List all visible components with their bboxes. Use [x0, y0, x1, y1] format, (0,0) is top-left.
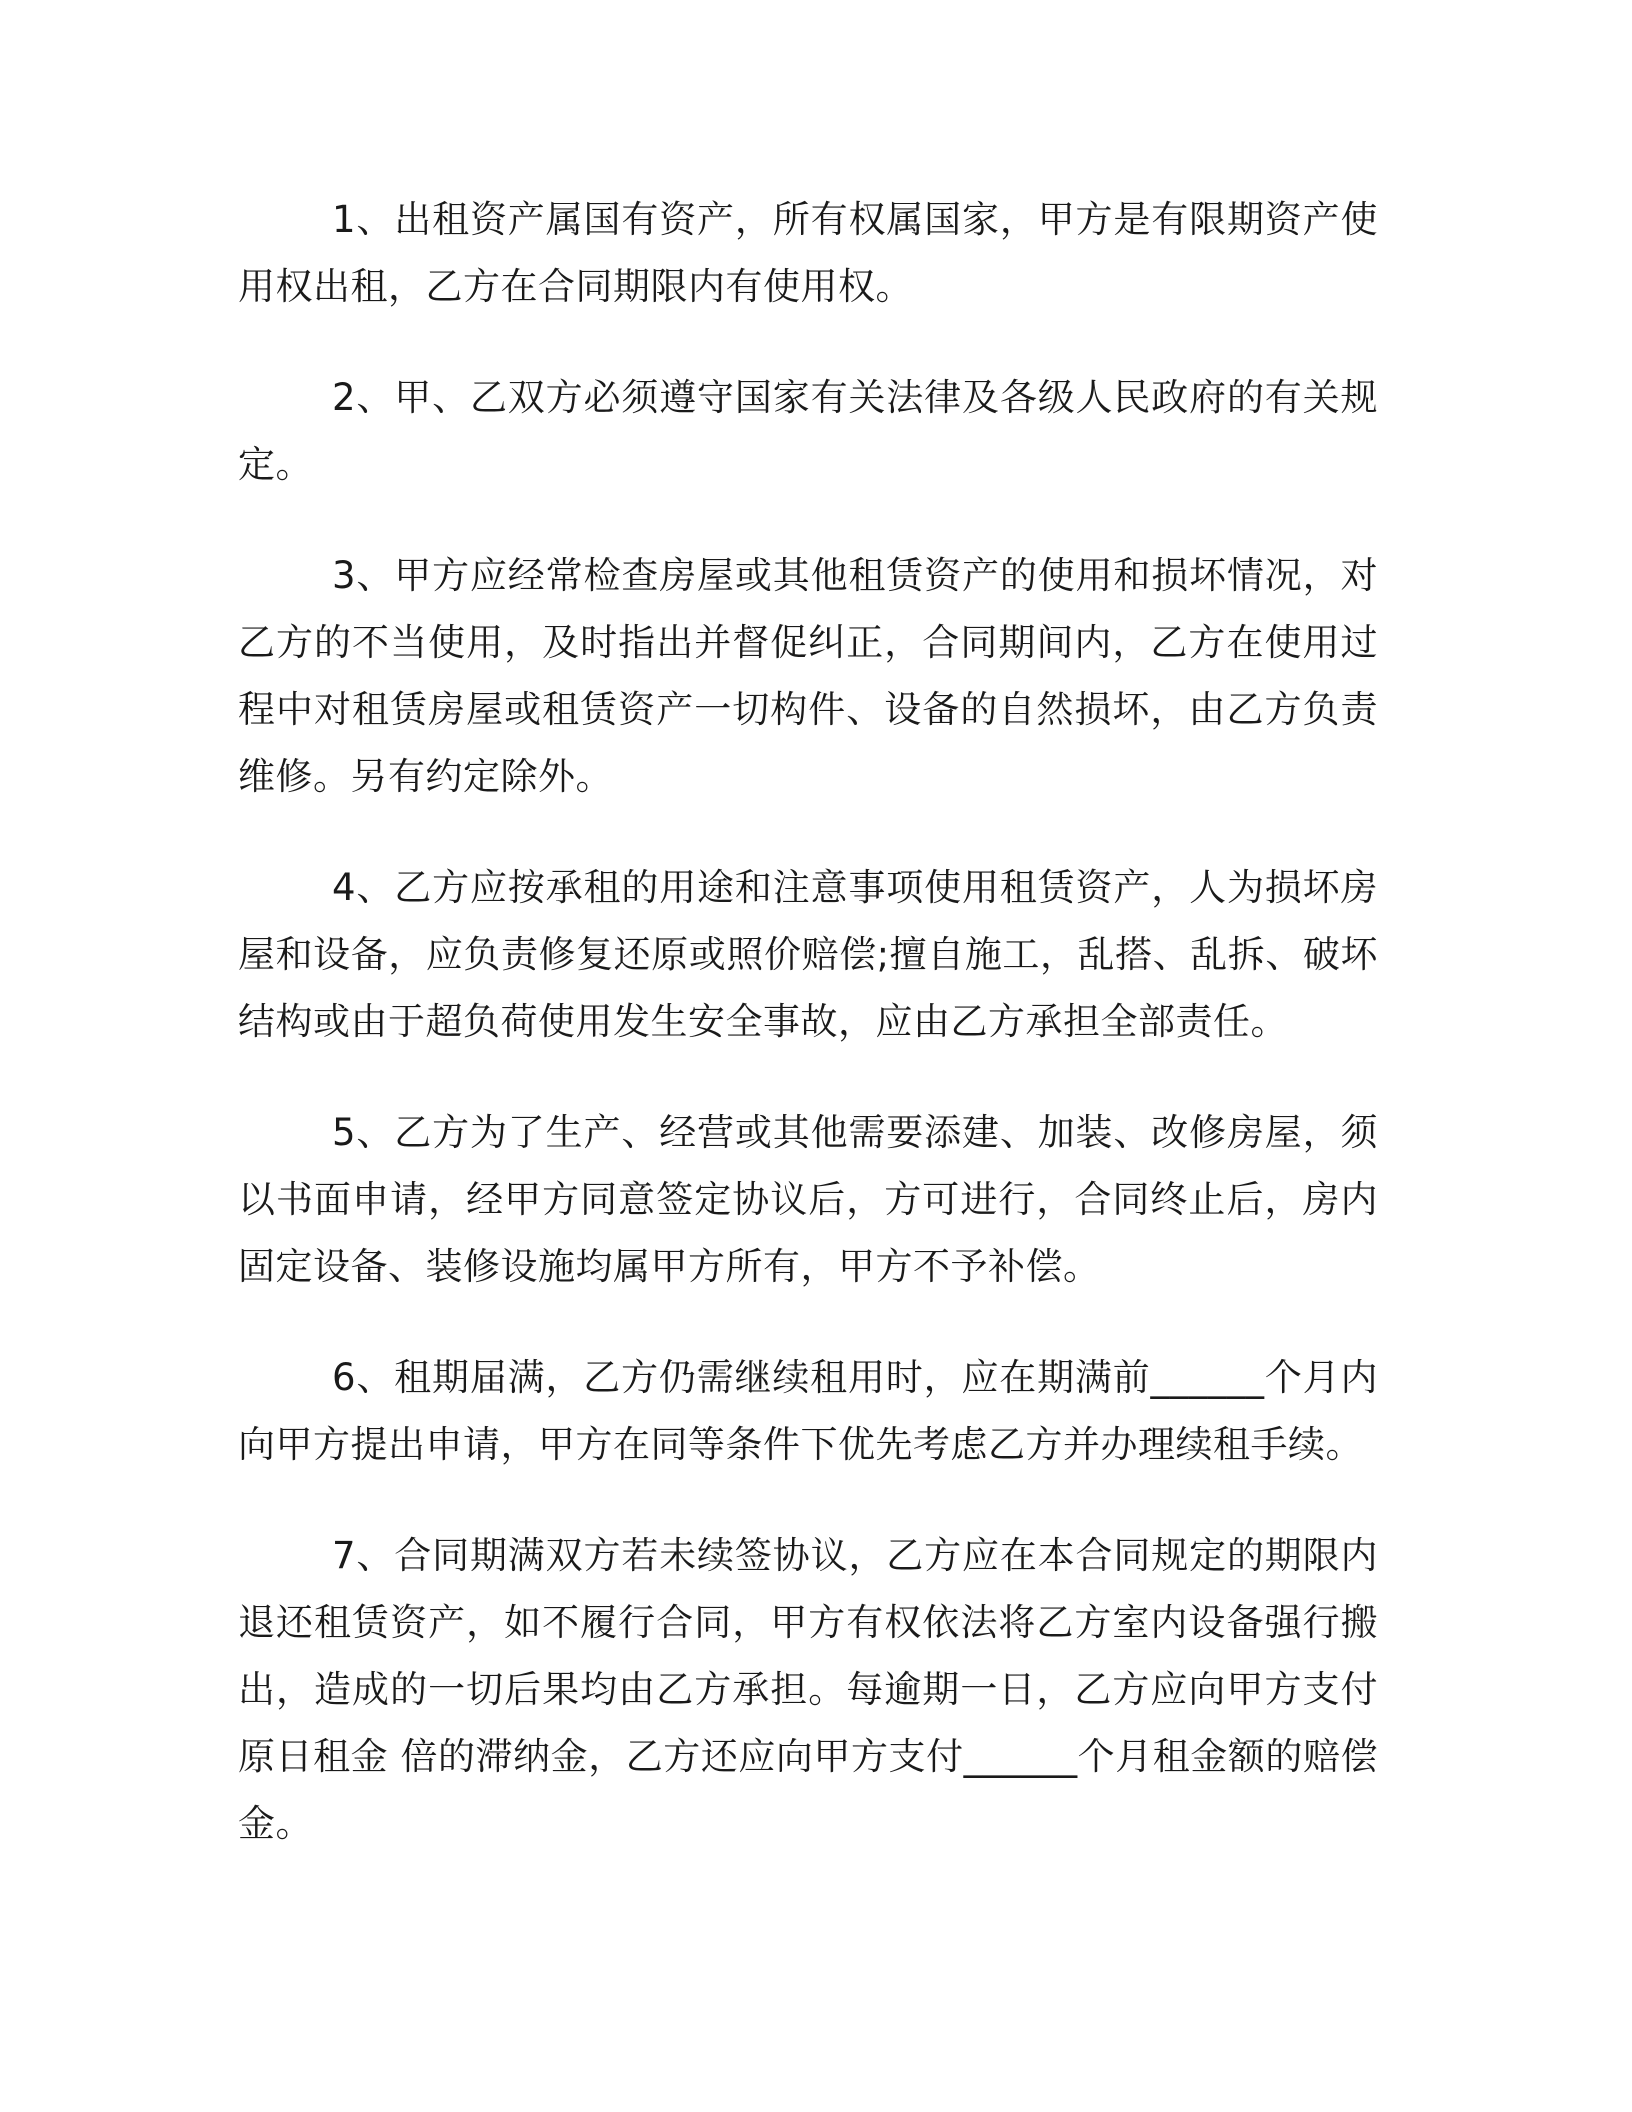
clause-3: 3、甲方应经常检查房屋或其他租赁资产的使用和损坏情况，对乙方的不当使用，及时指出并督促纠正，合同期间内，乙方在使用过程中对租赁房屋或租赁资产一切构件、设备的自然损坏，由乙方负责维修。另有约定除外。	[238, 554, 1378, 798]
clause-5: 5、乙方为了生产、经营或其他需要添建、加装、改修房屋，须以书面申请，经甲方同意签定协议后，方可进行，合同终止后，房内固定设备、装修设施均属甲方所有，甲方不予补偿。	[238, 1111, 1378, 1288]
clause-2: 2、甲、乙双方必须遵守国家有关法律及各级人民政府的有关规定。	[238, 376, 1378, 486]
clause-1: 1、出租资产属国有资产，所有权属国家，甲方是有限期资产使用权出租，乙方在合同期限内有使用权。	[238, 198, 1378, 308]
clause-4: 4、乙方应按承租的用途和注意事项使用租赁资产，人为损坏房屋和设备，应负责修复还原或照价赔偿;擅自施工，乱搭、乱拆、破坏结构或由于超负荷使用发生安全事故，应由乙方承担全部责任。	[238, 866, 1378, 1043]
document-page	[238, 186, 1378, 1901]
clause-6: 6、租期届满，乙方仍需继续租用时，应在期满前______个月内向甲方提出申请，甲方在同等条件下优先考虑乙方并办理续租手续。	[238, 1356, 1378, 1466]
clause-7: 7、合同期满双方若未续签协议，乙方应在本合同规定的期限内退还租赁资产，如不履行合同，甲方有权依法将乙方室内设备强行搬出，造成的一切后果均由乙方承担。每逾期一日，乙方应向甲方支付原日租金 倍的滞纳金，乙方还应向甲方支付______个月租金额的赔偿金。	[238, 1534, 1378, 1845]
